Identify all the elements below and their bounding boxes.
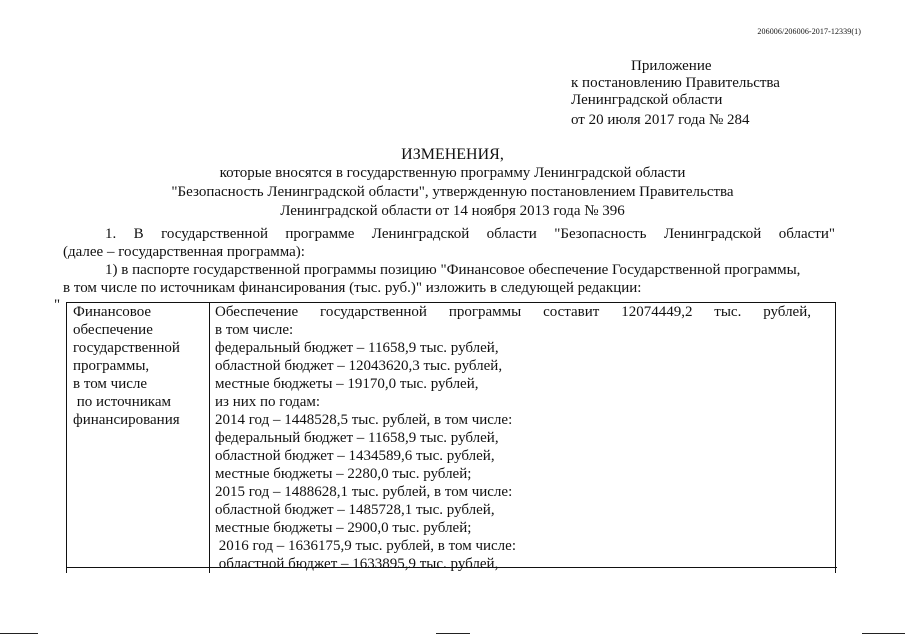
content-word: государственной [320, 304, 427, 320]
content-word: Обеспечение [215, 304, 299, 320]
content-word: тыс. [714, 304, 742, 320]
document-heading: ИЗМЕНЕНИЯ, [401, 146, 504, 163]
paragraph-1-word: области [486, 226, 537, 242]
label-line: финансирования [73, 412, 180, 428]
paragraph-1 [63, 225, 835, 261]
content-line: 2014 год – 1448528,5 тыс. рублей, в том числе: [215, 412, 513, 428]
paragraph-2-line-2: в том числе по источникам финансирования (тыс. руб.)" изложить в следующей редакции: [63, 280, 642, 296]
content-line: местные бюджеты – 19170,0 тыс. рублей, [215, 376, 479, 392]
financing-content-cell [210, 303, 836, 574]
paragraph-2-line-1: 1) в паспорте государственной программы позицию "Финансовое обеспечение Государственной программы, [105, 262, 801, 278]
content-line: из них по годам: [215, 394, 321, 410]
title-line-1: которые вносятся в государственную программу Ленинградской области [219, 165, 686, 181]
content-line: местные бюджеты – 2900,0 тыс. рублей; [215, 520, 472, 536]
content-word: 12074449,2 [621, 304, 693, 320]
label-line: государственной [73, 340, 180, 356]
content-line: федеральный бюджет – 11658,9 тыс. рублей, [215, 340, 499, 356]
title-line-2: "Безопасность Ленинградской области", утвержденную постановлением Правительства [171, 184, 734, 200]
content-line: областной бюджет – 1633895,9 тыс. рублей, [215, 556, 499, 572]
appendix-region: Ленинградской области [571, 92, 723, 108]
paragraph-1-word: программе [285, 226, 355, 242]
content-word: программы [448, 304, 522, 320]
content-word: составит [543, 304, 600, 320]
content-first-line [215, 303, 811, 321]
paragraph-2 [63, 261, 835, 297]
table-row [67, 303, 836, 574]
scan-mark-center [436, 633, 470, 634]
label-line: Финансовое [73, 304, 152, 320]
content-line: федеральный бюджет – 11658,9 тыс. рублей, [215, 430, 499, 446]
paragraph-1-word: государственной [161, 226, 268, 242]
scan-mark-left [0, 633, 38, 634]
appendix-resolution: к постановлению Правительства [571, 75, 780, 91]
title-block [0, 145, 905, 221]
label-line: в том числе [73, 376, 148, 392]
paragraph-1-word: области" [778, 226, 835, 242]
paragraph-1-line-2: (далее – государственная программа): [63, 244, 305, 260]
content-line: областной бюджет – 1485728,1 тыс. рублей, [215, 502, 495, 518]
table-bottom-border [66, 567, 837, 568]
paragraph-1-word: В [133, 226, 144, 242]
content-line: местные бюджеты – 2280,0 тыс. рублей; [215, 466, 472, 482]
content-line: 2016 год – 1636175,9 тыс. рублей, в том числе: [215, 538, 516, 554]
document-id: 206006/206006-2017-12339(1) [757, 27, 861, 36]
paragraph-1-word: Ленинградской [663, 226, 762, 242]
content-line: областной бюджет – 1434589,6 тыс. рублей, [215, 448, 495, 464]
label-line: по источникам [73, 394, 171, 410]
appendix-date: от 20 июля 2017 года № 284 [571, 112, 750, 128]
content-line: в том числе: [215, 322, 294, 338]
paragraph-1-line-1 [63, 225, 835, 243]
paragraph-1-word: "Безопасность [554, 226, 647, 242]
title-line-3: Ленинградской области от 14 ноября 2013 года № 396 [280, 203, 625, 219]
content-line: областной бюджет – 12043620,3 тыс. рублей, [215, 358, 503, 374]
financing-label-cell [67, 303, 210, 574]
opening-quote: " [54, 297, 61, 313]
label-line: обеспечение [73, 322, 153, 338]
content-line: 2015 год – 1488628,1 тыс. рублей, в том числе: [215, 484, 513, 500]
paragraph-1-word: Ленинградской [371, 226, 470, 242]
content-word: рублей, [763, 304, 811, 320]
scan-mark-right [862, 633, 905, 634]
paragraph-1-word: 1. [105, 226, 117, 242]
label-line: программы, [73, 358, 150, 374]
appendix-title: Приложение [631, 58, 712, 74]
financing-table [66, 302, 836, 573]
